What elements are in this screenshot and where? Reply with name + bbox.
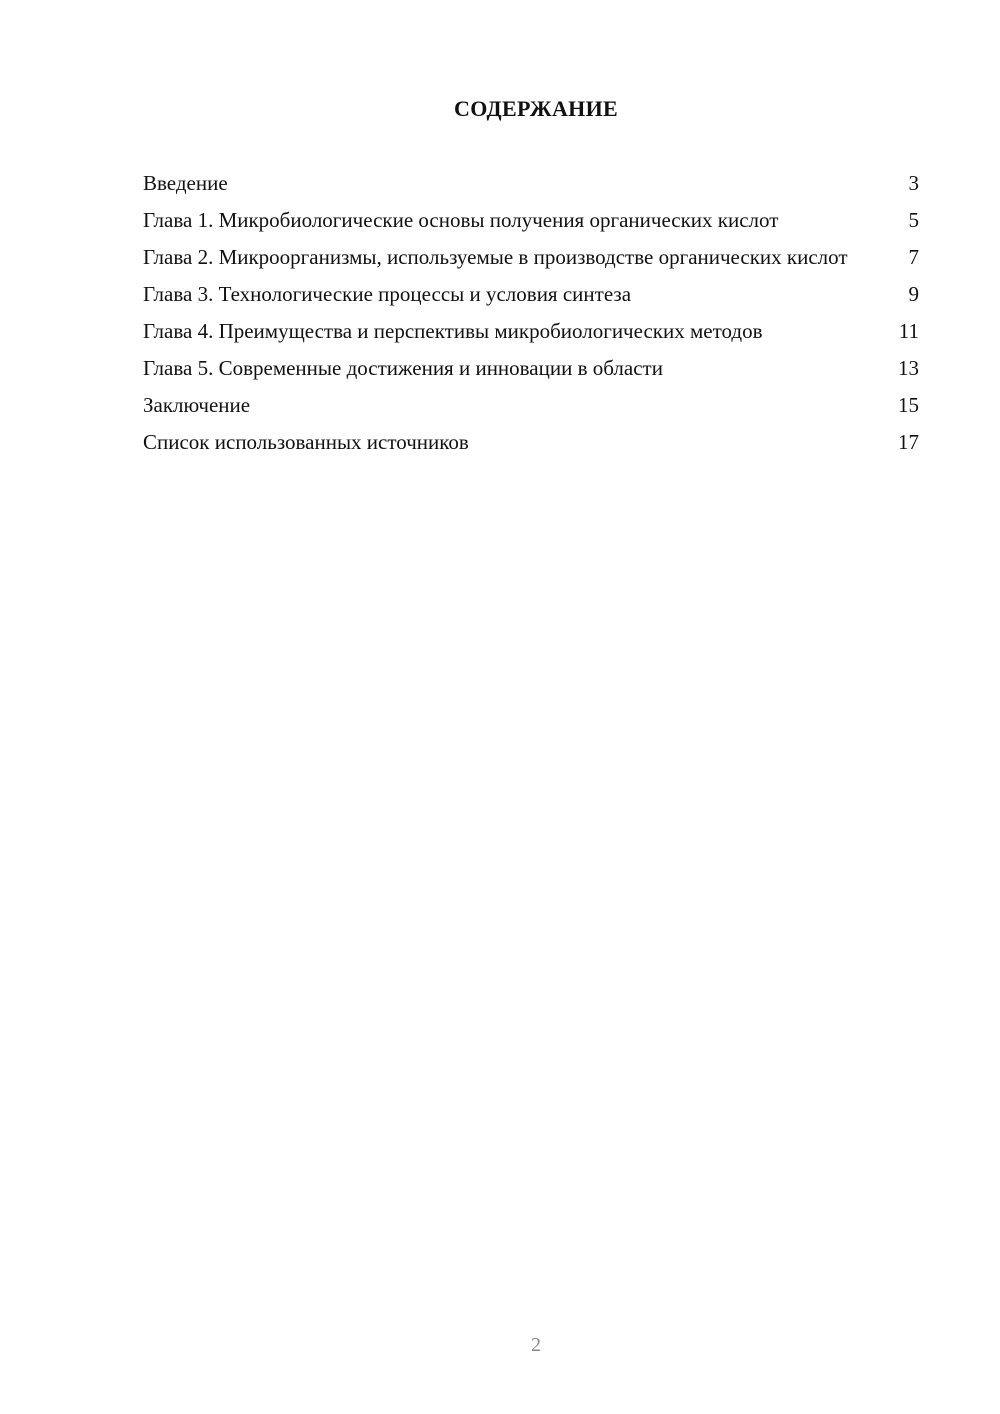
page-title: СОДЕРЖАНИЕ <box>454 96 618 121</box>
toc-item-label: Введение <box>143 171 228 195</box>
toc-item-page: 17 <box>898 430 919 454</box>
toc-item-chapter-2 <box>143 244 919 270</box>
toc-item-chapter-1 <box>143 207 919 233</box>
toc-item-label: Глава 2. Микроорганизмы, используемые в производстве органических кислот <box>143 245 848 269</box>
toc-item-label: Глава 1. Микробиологические основы получения органических кислот <box>143 208 779 232</box>
table-of-contents <box>143 170 919 466</box>
toc-item-page: 5 <box>908 208 919 232</box>
toc-item-references <box>143 429 919 455</box>
toc-item-label: Заключение <box>143 393 251 417</box>
toc-item-chapter-3 <box>143 281 919 307</box>
toc-item-page: 3 <box>908 171 919 195</box>
toc-item-conclusion <box>143 392 919 418</box>
toc-item-page: 15 <box>898 393 919 417</box>
toc-item-label: Глава 5. Современные достижения и инновации в области <box>143 356 663 380</box>
toc-item-page: 7 <box>908 245 919 269</box>
toc-item-label: Глава 4. Преимущества и перспективы микробиологических методов <box>143 319 763 343</box>
toc-item-label: Список использованных источников <box>143 430 469 454</box>
toc-item-label: Глава 3. Технологические процессы и условия синтеза <box>143 282 632 306</box>
toc-item-page: 13 <box>898 356 919 380</box>
toc-item-chapter-5 <box>143 355 919 381</box>
toc-item-page: 9 <box>908 282 919 306</box>
toc-item-chapter-4 <box>143 318 919 344</box>
page-number: 2 <box>531 1334 541 1356</box>
toc-item-page: 11 <box>898 319 919 343</box>
toc-item-introduction <box>143 170 919 196</box>
